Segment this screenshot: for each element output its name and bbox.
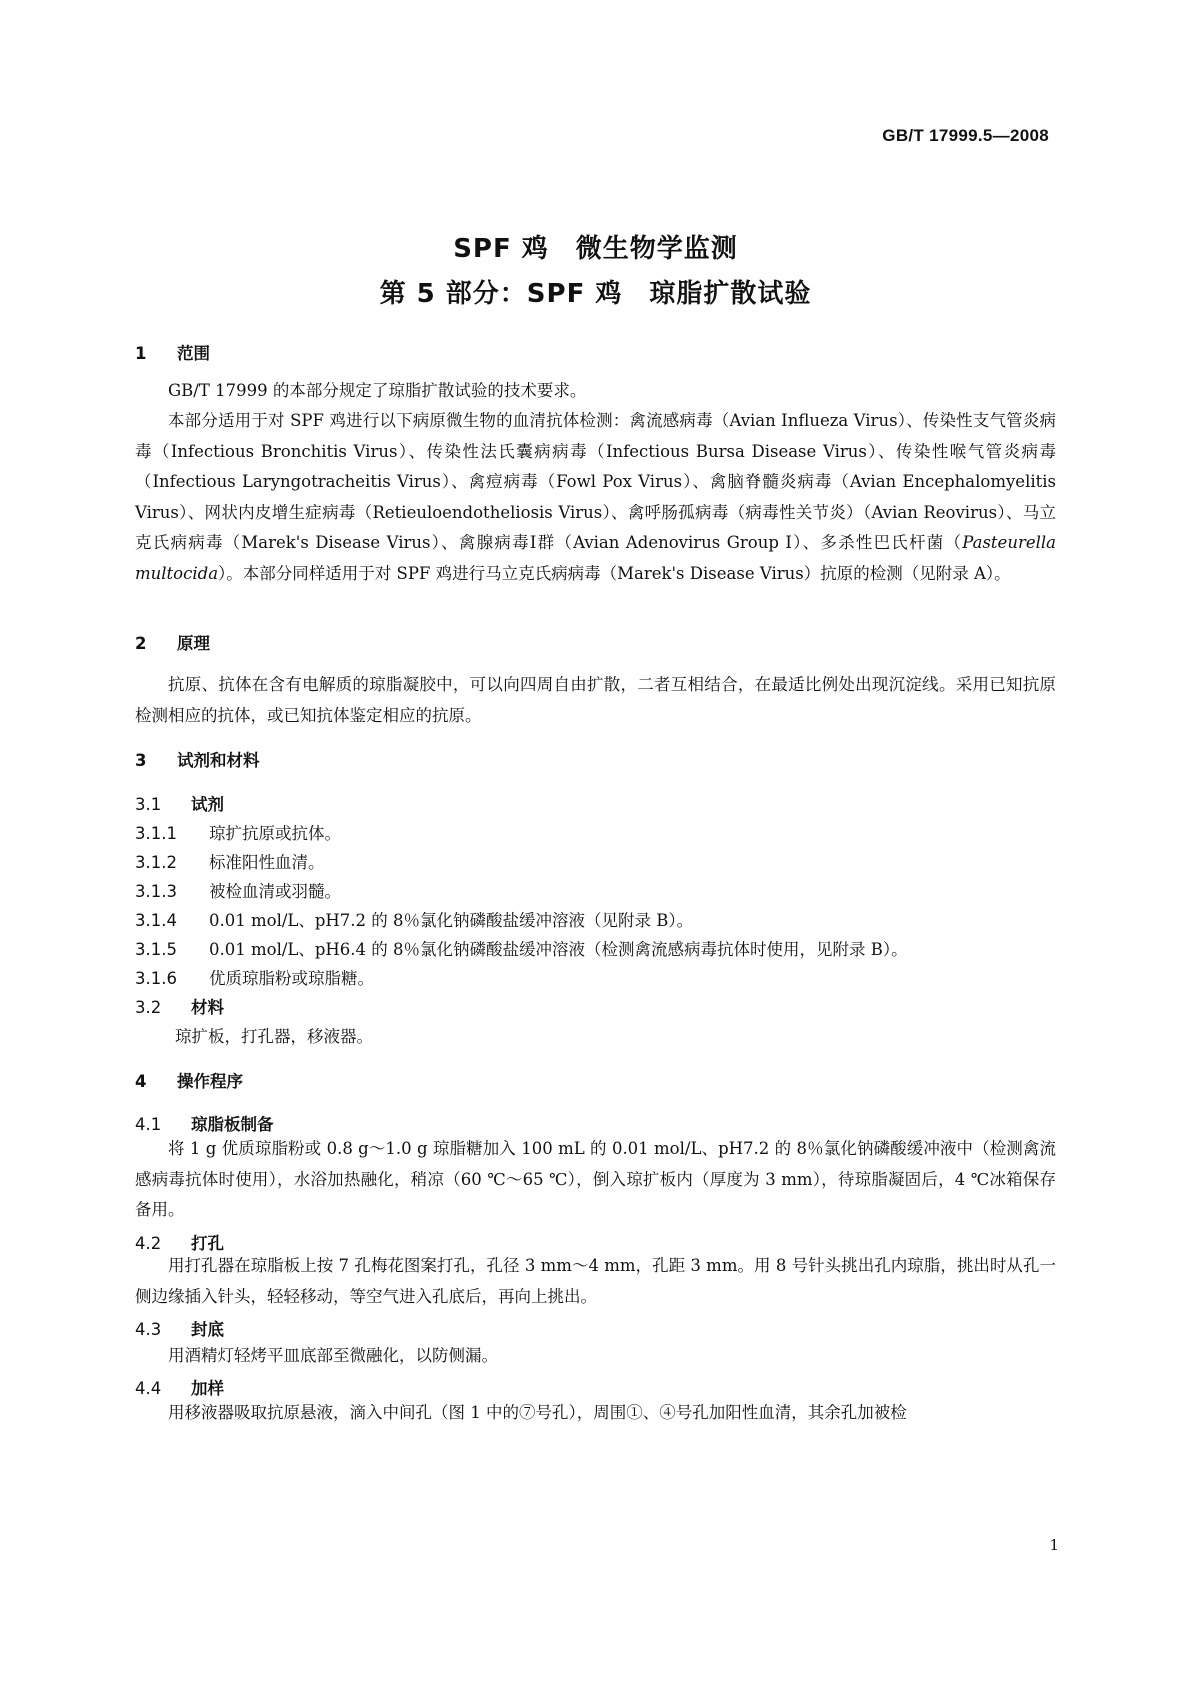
section-1-para-1: GB/T 17999 的本部分规定了琼脂扩散试验的技术要求。 <box>168 381 587 400</box>
subsection-number: 3.1 <box>135 795 162 814</box>
item-text: 优质琼脂粉或琼脂糖。 <box>209 969 374 988</box>
item-number: 3.1.4 <box>135 911 177 930</box>
species-name: Pasteurella multocida <box>135 533 1056 583</box>
list-item <box>135 820 341 844</box>
section-number: 3 <box>135 751 147 770</box>
section-number: 2 <box>135 634 147 653</box>
subsection-3-2-text: 琼扩板，打孔器，移液器。 <box>175 1027 373 1046</box>
page-number: 1 <box>1049 1536 1059 1554</box>
item-text: 0.01 mol/L、pH6.4 的 8％氯化钠磷酸盐缓冲溶液（检测禽流感病毒抗体时使用，见附录 B）。 <box>209 940 908 959</box>
subsection-number: 4.3 <box>135 1320 162 1339</box>
list-item <box>135 907 693 931</box>
section-title: 范围 <box>177 344 210 363</box>
document-title-line1: SPF 鸡 微生物学监测 <box>453 234 738 264</box>
subsection-number: 4.4 <box>135 1379 162 1398</box>
subsection-title: 试剂 <box>191 795 224 814</box>
section-4-heading <box>135 1068 243 1092</box>
section-title: 操作程序 <box>177 1072 243 1091</box>
subsection-4-1 <box>135 1111 274 1135</box>
item-number: 3.1.2 <box>135 853 177 872</box>
section-2-heading <box>135 630 210 654</box>
subsection-title: 琼脂板制备 <box>191 1115 274 1134</box>
item-number: 3.1.5 <box>135 940 177 959</box>
section-title: 原理 <box>177 634 210 653</box>
section-3-heading <box>135 747 260 771</box>
subsection-4-4 <box>135 1375 224 1399</box>
para-text: 本部分适用于对 SPF 鸡进行以下病原微生物的血清抗体检测：禽流感病毒（Avian Influeza Virus）、传染性支气管炎病毒（Infectious Bronchitis Virus）、传染性法氏囊病病毒（Infectious Bursa Disease Virus）、传染性喉气管炎病毒（Infectious Laryngotracheitis Virus）、禽痘病毒（Fowl Pox Virus）、禽脑脊髓炎病毒（Avian Encephalomyelitis Virus）、网状内皮增生症病毒（Retieuloendotheliosis Virus）、禽呼肠孤病毒（病毒性关节炎）（Avian Reovirus）、马立克氏病病毒（Marek's Disease Virus）、禽腺病毒Ⅰ群（Avian Adenovirus Group Ⅰ）、多杀性巴氏杆菌（ <box>135 411 1056 552</box>
subsection-3-2 <box>135 994 224 1018</box>
item-text: 标准阳性血清。 <box>209 853 325 872</box>
list-item <box>135 936 908 960</box>
subsection-4-3 <box>135 1316 224 1340</box>
subsection-title: 材料 <box>191 998 224 1017</box>
item-number: 3.1.3 <box>135 882 177 901</box>
item-text: 琼扩抗原或抗体。 <box>209 824 341 843</box>
subsection-number: 3.2 <box>135 998 162 1017</box>
section-2-para: 抗原、抗体在含有电解质的琼脂凝胶中，可以向四周自由扩散，二者互相结合，在最适比例处出现沉淀线。采用已知抗原检测相应的抗体，或已知抗体鉴定相应的抗原。 <box>135 675 1056 725</box>
item-number: 3.1.6 <box>135 969 177 988</box>
list-item <box>135 849 325 873</box>
subsection-title: 封底 <box>191 1320 224 1339</box>
para-text: ）。本部分同样适用于对 SPF 鸡进行马立克氏病病毒（Marek's Disease Virus）抗原的检测（见附录 A）。 <box>218 563 1011 583</box>
subsection-number: 4.2 <box>135 1234 162 1253</box>
section-number: 1 <box>135 344 147 363</box>
subsection-4-4-para: 用移液器吸取抗原悬液，滴入中间孔（图 1 中的⑦号孔），周围①、④号孔加阳性血清，其余孔加被检 <box>168 1403 907 1422</box>
item-text: 被检血清或羽髓。 <box>209 882 341 901</box>
section-1-para-2 <box>135 406 1056 589</box>
document-title-line2: 第 5 部分：SPF 鸡 琼脂扩散试验 <box>379 279 812 309</box>
list-item <box>135 965 374 989</box>
section-1-heading <box>135 340 210 364</box>
item-number: 3.1.1 <box>135 824 177 843</box>
item-text: 0.01 mol/L、pH7.2 的 8％氯化钠磷酸盐缓冲溶液（见附录 B）。 <box>209 911 694 930</box>
subsection-4-3-para: 用酒精灯轻烤平皿底部至微融化，以防侧漏。 <box>168 1346 498 1365</box>
subsection-4-1-para: 将 1 g 优质琼脂粉或 0.8 g～1.0 g 琼脂糖加入 100 mL 的 0.01 mol/L、pH7.2 的 8％氯化钠磷酸缓冲液中（检测禽流感病毒抗体时使用），水浴加热融化，稍凉（60 ℃～65 ℃），倒入琼扩板内（厚度为 3 mm），待琼脂凝固后，4 ℃冰箱保存备用。 <box>135 1139 1056 1219</box>
subsection-title: 打孔 <box>191 1234 224 1253</box>
subsection-4-2-para: 用打孔器在琼脂板上按 7 孔梅花图案打孔，孔径 3 mm～4 mm，孔距 3 mm。用 8 号针头挑出孔内琼脂，挑出时从孔一侧边缘插入针头，轻轻移动，等空气进入孔底后，再向上挑出。 <box>135 1256 1056 1306</box>
section-number: 4 <box>135 1072 147 1091</box>
subsection-title: 加样 <box>191 1379 224 1398</box>
list-item <box>135 878 341 902</box>
subsection-number: 4.1 <box>135 1115 162 1134</box>
subsection-3-1 <box>135 791 224 815</box>
section-title: 试剂和材料 <box>177 751 260 770</box>
standard-code: GB/T 17999.5—2008 <box>882 126 1049 145</box>
